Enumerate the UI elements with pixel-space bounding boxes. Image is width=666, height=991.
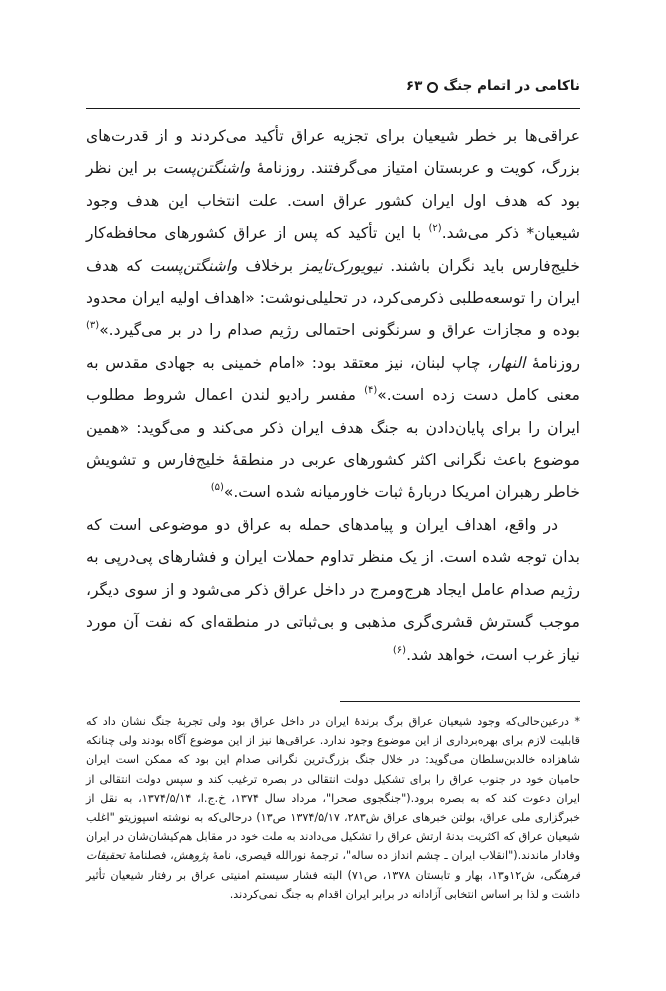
text-run: عراقی‌ها بر خطر شیعیان برای تجزیه عراق تأکید می‌کردند و از قدرت‌های بزرگ، کویت و عربستان امتیاز می‌گرفتند. روزنامهٔ (86, 127, 580, 178)
footnote-text (86, 712, 580, 904)
text-run: ، چاپ لبنان، نیز معتقد بود: «امام خمینی به جهادی مقدس به معنی کامل دست زده است.» (86, 353, 580, 405)
footnote-divider (340, 701, 580, 702)
note-ref: (۳) (86, 320, 100, 332)
journal-name: پژوهش (173, 849, 209, 863)
text-run: روزنامهٔ (525, 353, 580, 372)
newspaper-name: النهار (492, 353, 526, 372)
main-text (86, 120, 580, 671)
newspaper-name: واشنگتن‌پست (162, 159, 251, 178)
text-run: مفسر رادیو لندن اعمال شروط مطلوب ایران را برای پایان‌دادن به جنگ هدف ایران ذکر می‌کند و می‌گوید: «همین موضوع باعث نگرانی اکثر کشورهای عربی در منطقهٔ خلیج‌فارس و تشویش خاطر رهبران امریکا دربارهٔ ثبات خاورمیانه شده است.» (86, 386, 580, 502)
chapter-title: ناکامی در اتمام جنگ (443, 78, 580, 94)
text-run: * درعین‌حالی‌که وجود شیعیان عراق برگ برندهٔ ایران در داخل عراق بود ولی تجربهٔ جنگ نشان داد که قابلیت لازم برای بهره‌برداری از این موضوع وجود ندارد. عراقی‌ها نیز از این موضوع آگاه بودند ولی چنانکه شاهزاده خالدبن‌سلطان می‌گوید: در خلال جنگ بزرگ‌ترین نگرانی صدام این بود که ممکن است ایران حامیان خود در جنوب عراق را برای تشکیل دولت انتقالی در بصره ترغیب کند و سپس دولت انتقالی از ایران دعوت کند که به بصره برود.("جنگجوی صحرا"، مرداد سال ۱۳۷۴، خ.ج.ا، ۱۳۷۴/۵/۱۴، به نقل از خبرگزاری ملی عراق، بولتن خبرهای عراق ش۲۸۳، ۱۳۷۴/۵/۱۷ ص۱۳) درحالی‌که به نوشته اسپوزیتو "اغلب شیعیان عراق که اکثریت بدنهٔ ارتش عراق را تشکیل می‌دادند به ملت خود در مقابل هم‌کیشان‌شان در ایران وفادار ماندند.("انقلاب ایران ـ چشم انداز ده ساله"، ترجمهٔ نورالله قیصری، نامهٔ (86, 715, 581, 863)
text-run: با این تأکید که پس از عراق کشورهای محافظه‌کار خلیج‌فارس باید نگران باشند. (86, 224, 581, 275)
note-ref: (۲) (428, 223, 442, 235)
note-ref: (۶) (392, 644, 407, 656)
text-run: که هدف ایران را توسعه‌طلبی ذکرمی‌کرد، در تحلیلی‌نوشت: «اهداف اولیه ایران محدود بوده و مجازات عراق و سرنگونی احتمالی رژیم صدام را در بر می‌گیرد.» (86, 256, 580, 340)
text-run: ، ش۱۲و۱۳، بهار و تابستان ۱۳۷۸، ص۷۱) البته فشار سیستم امنیتی عراق بر رفتار شیعیان تأثیر داشت و لذا بر اساس انتخابی آزادانه در برابر ایران اقدام به جنگ نمی‌کردند. (86, 868, 580, 901)
note-ref: (۵) (210, 482, 224, 494)
newspaper-name: واشنگتن‌پست (149, 256, 238, 275)
circle-ornament-icon (427, 82, 438, 93)
note-ref: (۴) (364, 385, 378, 397)
text-run: برخلاف (237, 256, 301, 275)
header-divider (86, 108, 580, 109)
text-run: در واقع، اهداف ایران و پیامدهای حمله به عراق دو موضوعی است که بدان توجه شده است. از یک منظر تداوم حملات ایران و فشارهای پی‌درپی به رژیم صدام عامل ایجاد هرج‌ومرج در داخل عراق ذکر می‌شود و از سوی دیگر، موجب گسترش قشری‌گری مذهبی و بی‌ثباتی در منطقه‌ای که نفت آن مورد نیاز غرب است، خواهد شد. (86, 515, 580, 664)
journal-name: تحقیقات فرهنگی (86, 849, 581, 882)
paragraph-1 (86, 120, 580, 509)
running-head (86, 78, 580, 94)
text-run: بر این نظر بود که هدف اول ایران کشور عراق است. علت انتخاب این هدف وجود شیعیان* ذکر می‌شد. (86, 159, 581, 243)
footnote (86, 712, 580, 904)
newspaper-name: نیویورک‌تایمز (300, 256, 383, 275)
paragraph-2 (86, 509, 580, 671)
text-run: ، فصلنامهٔ (124, 849, 174, 863)
page-number: ۶۳ (405, 78, 423, 94)
